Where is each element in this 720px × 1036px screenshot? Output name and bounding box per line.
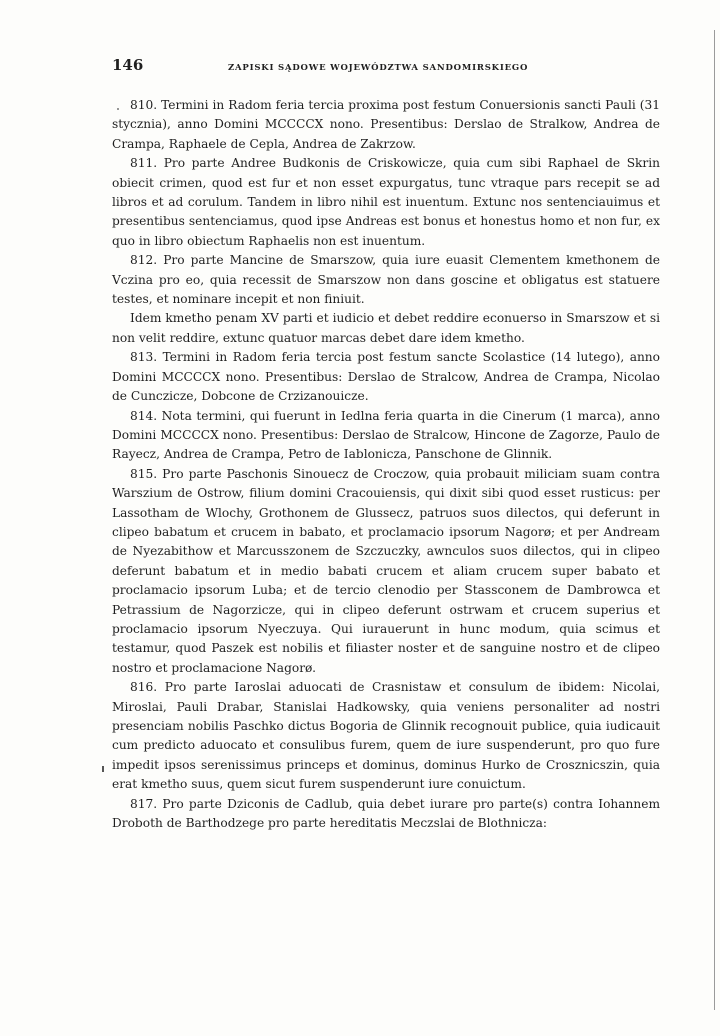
entry-813: 813. Termini in Radom feria tercia post festum sancte Scolastice (14 lutego), anno Domini MCCCCX nono. Presentibus: Derslao de Stralcow, Andrea de Crampa, Nicolao de Cunczicze, Dobcone de Crzizanouicze. <box>112 350 660 404</box>
entry-817: 817. Pro parte Dziconis de Cadlub, quia debet iurare pro parte(s) contra Iohannem Droboth de Barthodzege pro parte hereditatis Meczslai de Blothnicza: <box>112 796 660 831</box>
running-title: ZAPISKI SĄDOWE WOJEWÓDZTWA SANDOMIRSKIEGO <box>228 63 529 73</box>
entry-812: 812. Pro parte Mancine de Smarszow, quia iure euasit Clementem kmethonem de Vczina pro eo, quia recessit de Smarszow non dans goscine et obligatus est statuere testes, et nominare incepit et non finiuit. <box>112 253 660 307</box>
page-edge-rule <box>714 30 715 1010</box>
page-number: 146 <box>112 56 144 74</box>
page-header <box>112 56 660 84</box>
entries <box>112 96 660 833</box>
document-page <box>112 56 660 833</box>
entry-815: 815. Pro parte Paschonis Sinouecz de Croczow, quia probauit miliciam suam contra Warszium de Ostrow, filium domini Cracouiensis, qui dixit sibi quod esset rusticus: per Lassotham de Wlochy, Grothonem de Glussecz, patruos suos dilectos, qui deferunt in clipeo babatum et crucem in babato, et proclamacio ipsorum Nagorø; et per Andream de Nyezabithow et Marcusszonem de Szczuczky, awnculos suos dilectos, qui in clipeo deferunt babatum et in medio babati crucem et aliam crucem super babato et proclamacio ipsorum Luba; et de tercio clenodio per Stassconem de Dambrowca et Petrassium de Nagorzicze, qui in clipeo deferunt ostrwam et crucem superius et proclamacio ipsorum Nyeczuya. Qui iurauerunt in hunc modum, quia scimus et testamur, quod Paszek est nobilis et filiaster noster et de sanguine nostro et de clipeo nostro et proclamacione Nagorø. <box>112 466 660 675</box>
entry-816: 816. Pro parte Iaroslai aduocati de Crasnistaw et consulum de ibidem: Nicolai, Miroslai, Pauli Drabar, Stanislai Hadkowsky, quia veniens personaliter ad nostri presenciam nobilis Paschko dictus Bogoria de Glinnik recognouit publice, quia iudicauit cum predicto aduocato et consulibus furem, quem de iure suspenderunt, pro quo fure impedit ipsos serenissimus princeps et dominus, dominus Hurko de Crosznicszin, quia erat kmetho suus, quem sicut furem suspenderunt iure conuictum. <box>112 680 660 792</box>
margin-mark <box>102 766 104 772</box>
entry-811: 811. Pro parte Andree Budkonis de Criskowicze, quia cum sibi Raphael de Skrin obiecit crimen, quod est fur et non esset expurgatus, tunc vtraque pars recepit se ad libros et ad corulum. Tandem in libro nihil est inuentum. Extunc nos sentenciauimus et presentibus sentenciamus, quod ipse Andreas est bonus et honestus homo et non fur, ex quo in libro obiectum Raphaelis non est inuentum. <box>112 156 660 248</box>
entry-814: 814. Nota termini, qui fuerunt in Iedlna feria quarta in die Cinerum (1 marca), anno Domini MCCCCX nono. Presentibus: Derslao de Stralcow, Hincone de Zagorze, Paulo de Rayecz, Andrea de Crampa, Petro de Iablonicza, Panschone de Glinnik. <box>112 408 660 462</box>
entry-812-continuation: Idem kmetho penam XV parti et iudicio et debet reddire econuerso in Smarszow et si non velit reddire, extunc quatuor marcas debet dare idem kmetho. <box>112 311 660 345</box>
entry-810: 810. Termini in Radom feria tercia proxima post festum Conuersionis sancti Pauli (31 stycznia), anno Domini MCCCCX nono. Presentibus: Derslao de Stralkow, Andrea de Crampa, Raphaele de Cepla, Andrea de Zakrzow. <box>112 98 660 151</box>
